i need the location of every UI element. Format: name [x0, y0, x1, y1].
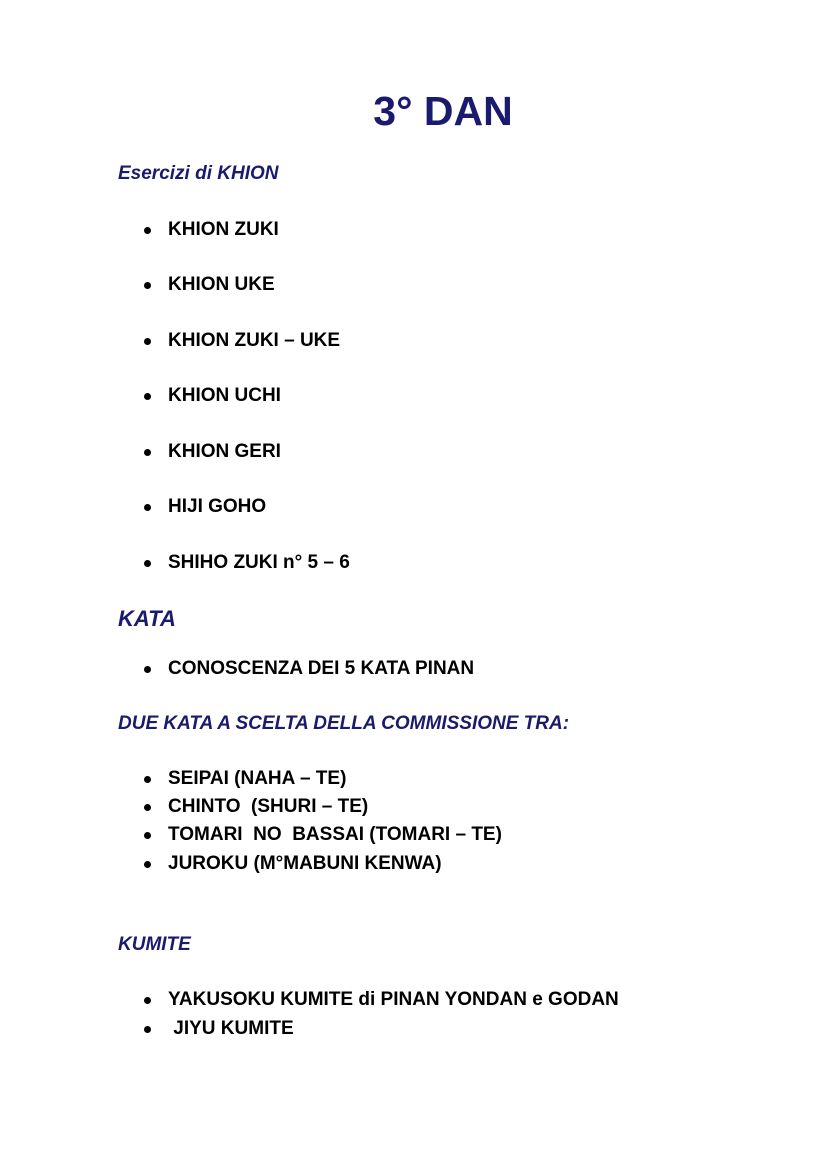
list-item-text: SEIPAI (NAHA – TE) [168, 768, 347, 789]
bullet-icon [144, 504, 151, 511]
bullet-icon [144, 666, 151, 673]
list-item-text: TOMARI NO BASSAI (TOMARI – TE) [168, 824, 502, 845]
bullet-icon [144, 861, 151, 868]
bullet-icon [144, 282, 151, 289]
section-heading-khion: Esercizi di KHION [118, 163, 279, 184]
list-item-text: HIJI GOHO [168, 496, 267, 517]
list-item-text: JIYU KUMITE [168, 1018, 294, 1039]
bullet-icon [144, 449, 151, 456]
list-item-text: KHION UKE [168, 274, 275, 295]
list-item-text: CONOSCENZA DEI 5 KATA PINAN [168, 658, 475, 679]
bullet-icon [144, 393, 151, 400]
list-item-text: KHION GERI [168, 441, 281, 462]
list-item-text: CHINTO (SHURI – TE) [168, 796, 369, 817]
bullet-icon [144, 1026, 151, 1033]
list-item-text: KHION UCHI [168, 385, 281, 406]
bullet-icon [144, 560, 151, 567]
bullet-icon [144, 997, 151, 1004]
list-item-text: SHIHO ZUKI n° 5 – 6 [168, 552, 350, 573]
page-title: 3° DAN [373, 88, 513, 134]
bullet-icon [144, 832, 151, 839]
bullet-icon [144, 338, 151, 345]
list-item-text: KHION ZUKI – UKE [168, 330, 341, 351]
list-item-text: JUROKU (M°MABUNI KENWA) [168, 853, 442, 874]
bullet-icon [144, 227, 151, 234]
section-heading-due-kata: DUE KATA A SCELTA DELLA COMMISSIONE TRA: [118, 713, 570, 734]
section-heading-kumite: KUMITE [118, 934, 191, 955]
list-item-text: KHION ZUKI [168, 219, 279, 240]
bullet-icon [144, 776, 151, 783]
bullet-icon [144, 804, 151, 811]
section-heading-kata: KATA [118, 606, 176, 631]
list-item-text: YAKUSOKU KUMITE di PINAN YONDAN e GODAN [168, 989, 619, 1010]
